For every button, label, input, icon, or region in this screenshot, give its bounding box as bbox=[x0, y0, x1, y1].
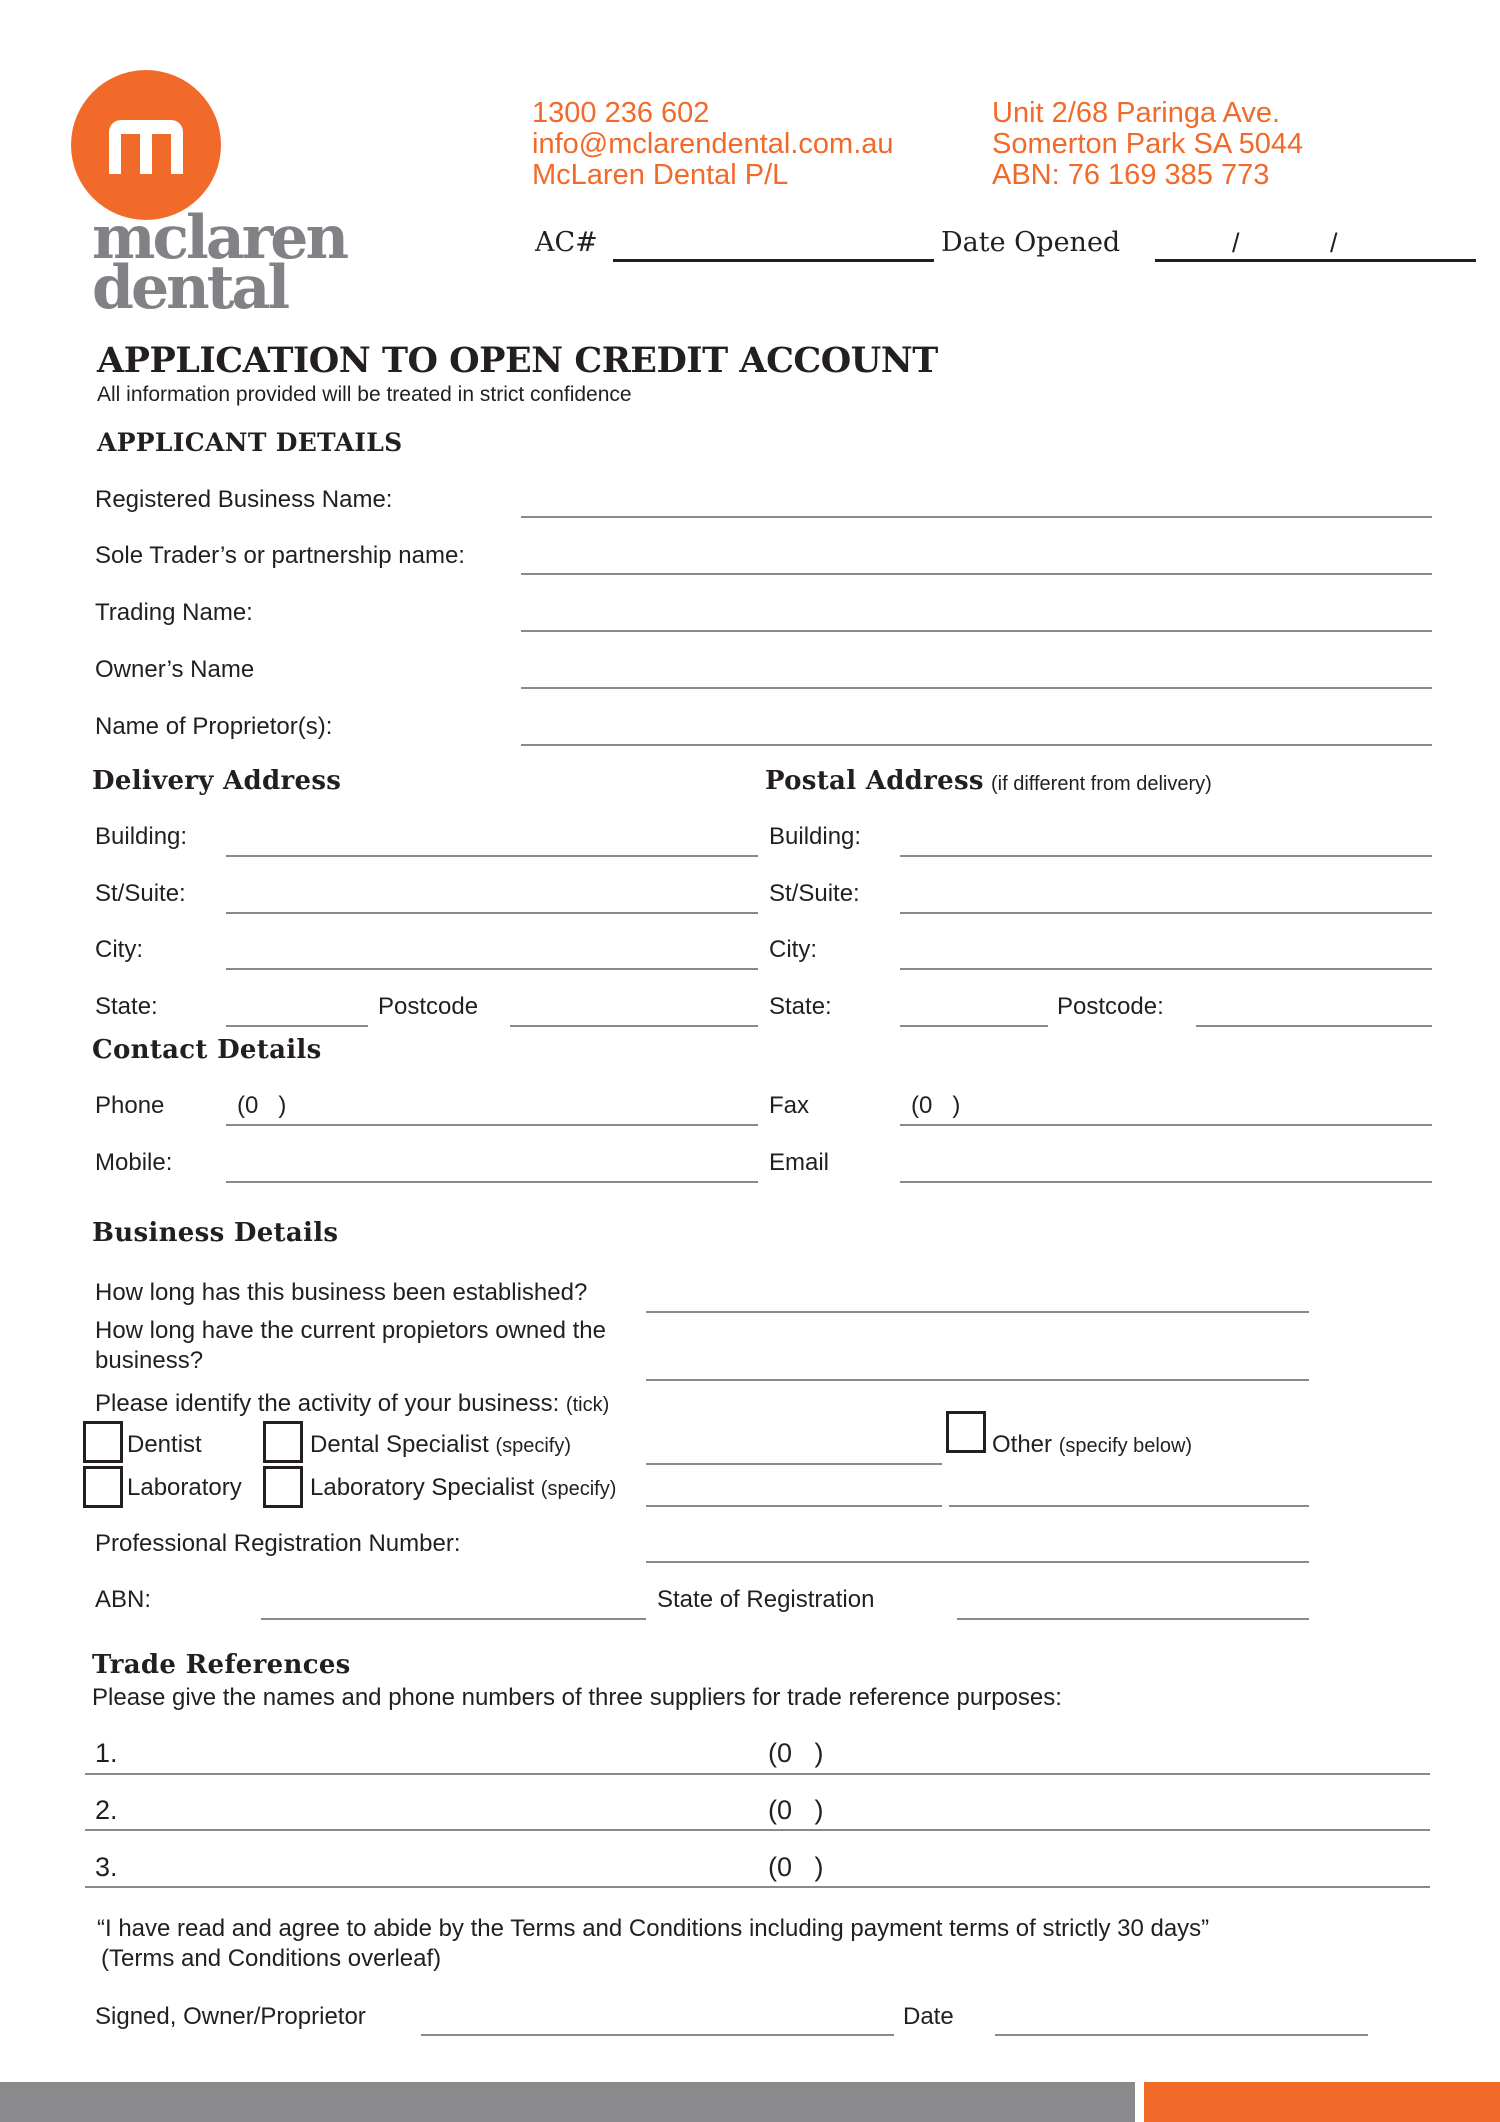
postal-state-label: State: bbox=[769, 993, 832, 1020]
header-address-1: Unit 2/68 Paringa Ave. bbox=[992, 97, 1281, 129]
fax-prefix: (0 ) bbox=[911, 1092, 961, 1119]
owner-name-field[interactable] bbox=[521, 687, 1432, 689]
dental-specialist-label bbox=[310, 1431, 571, 1460]
header-company: McLaren Dental P/L bbox=[532, 159, 789, 191]
mobile-label: Mobile: bbox=[95, 1149, 173, 1176]
postal-address-heading: Postal Address bbox=[765, 766, 984, 796]
phone-prefix: (0 ) bbox=[237, 1092, 287, 1119]
logo-m-icon bbox=[103, 118, 189, 174]
business-established-label: How long has this business been established? bbox=[95, 1279, 588, 1306]
owned-duration-label-1: How long have the current propietors owned the bbox=[95, 1317, 606, 1344]
trade-ref-2-phone-prefix: (0 ) bbox=[768, 1795, 824, 1825]
abn-label: ABN: bbox=[95, 1586, 152, 1613]
applicant-heading: APPLICANT DETAILS bbox=[97, 428, 403, 457]
footer-bar-orange bbox=[1144, 2082, 1500, 2122]
email-field[interactable] bbox=[900, 1181, 1432, 1183]
trade-ref-1-phone-prefix: (0 ) bbox=[768, 1738, 824, 1768]
signature-field[interactable] bbox=[421, 2034, 894, 2036]
delivery-state-field[interactable] bbox=[226, 1025, 368, 1027]
delivery-street-label: St/Suite: bbox=[95, 880, 186, 907]
signed-label: Signed, Owner/Proprietor bbox=[95, 2003, 366, 2030]
specify-note: (specify) bbox=[495, 1435, 572, 1457]
postal-city-field[interactable] bbox=[900, 968, 1432, 970]
phone-field[interactable] bbox=[226, 1124, 758, 1126]
phone-label: Phone bbox=[95, 1092, 165, 1119]
owned-duration-field[interactable] bbox=[646, 1379, 1309, 1381]
trade-references-heading: Trade References bbox=[92, 1650, 351, 1680]
field-label-sole-trader-name: Sole Trader’s or partnership name: bbox=[95, 542, 465, 569]
header-email[interactable]: info@mclarendental.com.au bbox=[532, 128, 894, 160]
laboratory-specialist-field[interactable] bbox=[646, 1505, 942, 1507]
activity-note: (tick) bbox=[565, 1394, 610, 1416]
field-label-registered-business-name: Registered Business Name: bbox=[95, 486, 393, 513]
fax-label: Fax bbox=[769, 1092, 810, 1119]
delivery-postcode-field[interactable] bbox=[510, 1025, 758, 1027]
postal-postcode-field[interactable] bbox=[1196, 1025, 1432, 1027]
date-opened-field[interactable] bbox=[1155, 259, 1476, 262]
date-opened-label: Date Opened bbox=[941, 227, 1121, 258]
fax-field[interactable] bbox=[900, 1124, 1432, 1126]
postal-postcode-label: Postcode: bbox=[1057, 993, 1164, 1020]
dental-specialist-field[interactable] bbox=[646, 1463, 942, 1465]
prof-reg-field[interactable] bbox=[646, 1561, 1309, 1563]
other-note: (specify below) bbox=[1058, 1435, 1193, 1457]
dental-specialist-checkbox[interactable] bbox=[263, 1421, 303, 1463]
terms-overleaf-note: (Terms and Conditions overleaf) bbox=[101, 1945, 442, 1972]
delivery-city-field[interactable] bbox=[226, 968, 758, 970]
laboratory-specialist-text: Laboratory Specialist bbox=[310, 1474, 535, 1501]
state-reg-field[interactable] bbox=[957, 1618, 1309, 1620]
postal-address-note: (if different from delivery) bbox=[991, 773, 1212, 795]
laboratory-specialist-label bbox=[310, 1474, 616, 1503]
business-established-field[interactable] bbox=[646, 1311, 1309, 1313]
laboratory-label: Laboratory bbox=[127, 1474, 242, 1501]
delivery-street-field[interactable] bbox=[226, 912, 758, 914]
sole-trader-name-field[interactable] bbox=[521, 573, 1432, 575]
footer-bar-gray bbox=[0, 2082, 1135, 2122]
trade-ref-1-field[interactable] bbox=[85, 1773, 1430, 1775]
dentist-checkbox[interactable] bbox=[83, 1421, 123, 1463]
postal-street-field[interactable] bbox=[900, 912, 1432, 914]
delivery-postcode-label: Postcode bbox=[378, 993, 479, 1020]
date-slash-2: / bbox=[1330, 228, 1338, 258]
postal-building-field[interactable] bbox=[900, 855, 1432, 857]
trade-ref-3-phone-prefix: (0 ) bbox=[768, 1852, 824, 1882]
trade-ref-2-field[interactable] bbox=[85, 1829, 1430, 1831]
activity-text: Please identify the activity of your business: bbox=[95, 1390, 560, 1417]
terms-agreement-quote: “I have read and agree to abide by the Terms and Conditions including payment terms of strictly 30 days” bbox=[97, 1915, 1210, 1942]
trading-name-field[interactable] bbox=[521, 630, 1432, 632]
postal-street-label: St/Suite: bbox=[769, 880, 860, 907]
other-checkbox[interactable] bbox=[946, 1411, 986, 1453]
dental-specialist-text: Dental Specialist bbox=[310, 1431, 489, 1458]
abn-field[interactable] bbox=[261, 1618, 646, 1620]
laboratory-specialist-checkbox[interactable] bbox=[263, 1466, 303, 1508]
other-label bbox=[992, 1431, 1192, 1460]
state-reg-label: State of Registration bbox=[657, 1586, 875, 1613]
field-label-owner-name: Owner’s Name bbox=[95, 656, 255, 683]
logo-word-mclaren: mclaren bbox=[92, 203, 347, 273]
page-subtitle: All information provided will be treated in strict confidence bbox=[97, 383, 632, 406]
dentist-label: Dentist bbox=[127, 1431, 202, 1458]
logo-word-dental: dental bbox=[92, 253, 288, 323]
contact-details-heading: Contact Details bbox=[92, 1035, 322, 1065]
postal-city-label: City: bbox=[769, 936, 817, 963]
delivery-state-label: State: bbox=[95, 993, 158, 1020]
field-label-proprietors: Name of Proprietor(s): bbox=[95, 713, 333, 740]
activity-label bbox=[95, 1390, 609, 1419]
page-title: APPLICATION TO OPEN CREDIT ACCOUNT bbox=[97, 340, 938, 381]
mobile-field[interactable] bbox=[226, 1181, 758, 1183]
other-text: Other bbox=[992, 1431, 1053, 1458]
postal-building-label: Building: bbox=[769, 823, 862, 850]
prof-reg-label: Professional Registration Number: bbox=[95, 1530, 461, 1557]
trade-ref-2-number: 2. bbox=[95, 1795, 118, 1825]
trade-ref-1-number: 1. bbox=[95, 1738, 118, 1768]
delivery-building-label: Building: bbox=[95, 823, 188, 850]
other-specify-field[interactable] bbox=[949, 1505, 1309, 1507]
field-label-trading-name: Trading Name: bbox=[95, 599, 253, 626]
postal-state-field[interactable] bbox=[900, 1025, 1048, 1027]
ac-label: AC# bbox=[535, 227, 598, 258]
delivery-city-label: City: bbox=[95, 936, 143, 963]
delivery-building-field[interactable] bbox=[226, 855, 758, 857]
owned-duration-label-2: business? bbox=[95, 1347, 204, 1374]
trade-ref-3-field[interactable] bbox=[85, 1886, 1430, 1888]
header-abn: ABN: 76 169 385 773 bbox=[992, 159, 1270, 191]
ac-field[interactable] bbox=[613, 259, 934, 262]
header-phone: 1300 236 602 bbox=[532, 97, 710, 129]
sign-date-label: Date bbox=[903, 2003, 954, 2030]
delivery-address-heading: Delivery Address bbox=[92, 766, 342, 796]
registered-business-name-field[interactable] bbox=[521, 516, 1432, 518]
header-address-2: Somerton Park SA 5044 bbox=[992, 128, 1304, 160]
laboratory-checkbox[interactable] bbox=[83, 1466, 123, 1508]
email-label: Email bbox=[769, 1149, 830, 1176]
date-slash-1: / bbox=[1232, 228, 1240, 258]
trade-ref-3-number: 3. bbox=[95, 1852, 118, 1882]
proprietors-field[interactable] bbox=[521, 744, 1432, 746]
specify-note: (specify) bbox=[540, 1478, 617, 1500]
trade-references-instruction: Please give the names and phone numbers of three suppliers for trade reference purposes: bbox=[92, 1684, 1062, 1711]
sign-date-field[interactable] bbox=[995, 2034, 1368, 2036]
business-details-heading: Business Details bbox=[92, 1218, 339, 1248]
